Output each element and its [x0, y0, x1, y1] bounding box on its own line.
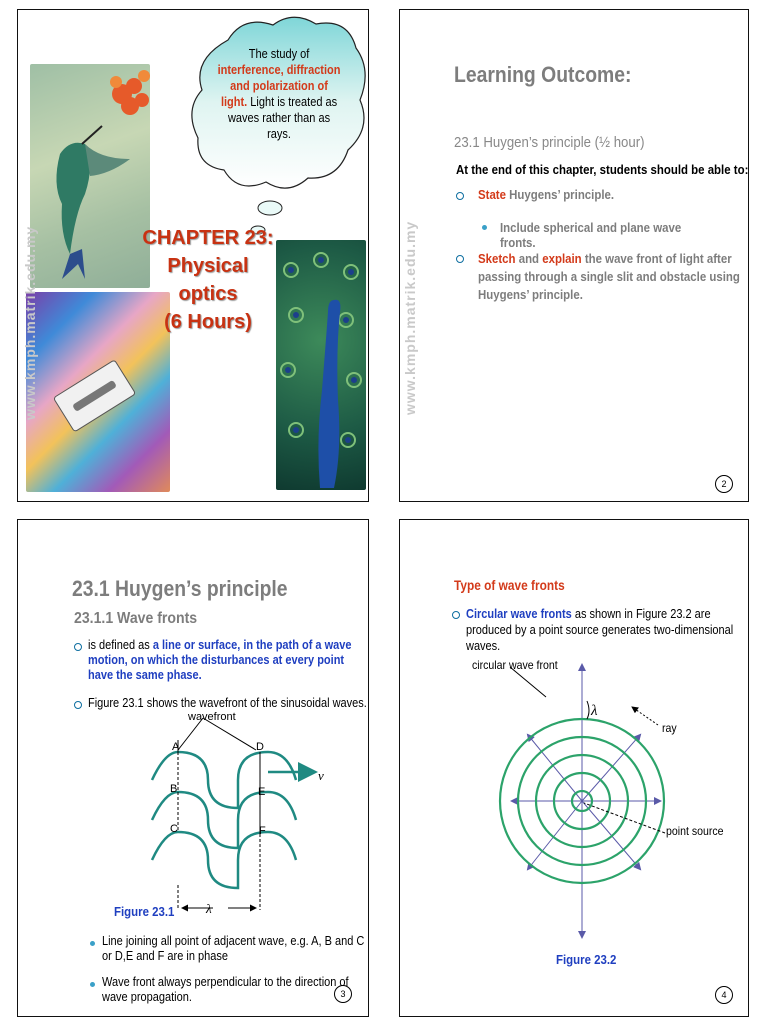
slide-2 — [399, 9, 749, 502]
outcome-state-sub: Include spherical and plane wave fronts. — [500, 220, 682, 250]
slide-3 — [17, 519, 369, 1017]
in-phase-text: Line joining all point of adjacent wave, e.g. A, B and C or D,E and F are in phase — [102, 934, 365, 963]
peacock-image — [276, 240, 366, 490]
svg-text:v: v — [318, 768, 324, 783]
figure-caption: Figure 23.2 — [556, 952, 617, 967]
hummingbird-image — [30, 64, 150, 288]
bullet-dot-icon — [482, 225, 487, 230]
svg-text:B: B — [170, 783, 178, 795]
section-heading: 23.1 Huygen’s principle (½ hour) — [454, 134, 645, 151]
chapter-title-block — [138, 224, 278, 336]
watermark: www.kmph.matrik.edu.my — [22, 225, 38, 420]
label-ray: ray — [662, 721, 677, 735]
cloud-text: The study of interference, diffraction and polarization of light. Light is treated as waves rather than as rays. — [217, 47, 341, 141]
figure-23-2 — [490, 655, 740, 965]
definition-text: is defined as a line or surface, in the path of a wave motion, on which the disturbances at every point have the same phase. — [88, 638, 352, 682]
ray-lines — [512, 665, 660, 937]
page-number: 3 — [334, 985, 352, 1003]
figure-23-1 — [138, 710, 338, 920]
slide-1 — [17, 9, 369, 502]
slide-title: 23.1 Huygen’s principle — [72, 576, 288, 601]
svg-text:A: A — [172, 741, 180, 753]
watermark: www.kmph.matrik.edu.my — [402, 220, 418, 415]
svg-text:E: E — [258, 786, 266, 798]
slide-heading: Type of wave fronts — [454, 578, 565, 593]
bullet-ring-icon — [452, 611, 460, 619]
perpendicular-text: Wave front always perpendicular to the direction of wave propagation. — [102, 975, 349, 1004]
circular-wavefront-text: Circular wave fronts as shown in Figure 23.2 are produced by a point source generates two-dimensional waves. — [466, 607, 734, 653]
outcome-state: State Huygens’ principle. — [478, 187, 615, 202]
bullet-ring-icon — [456, 192, 464, 200]
bullet-dot-icon — [90, 982, 95, 987]
bullet-dot-icon — [90, 941, 95, 946]
page-number: 2 — [715, 475, 733, 493]
bullet-ring-icon — [456, 255, 464, 263]
label-circular-wave-front: circular wave front — [472, 658, 558, 672]
figure-intro-text: Figure 23.1 shows the wavefront of the sinusoidal waves. — [88, 696, 367, 710]
sine-waves — [152, 752, 313, 888]
slide-subtitle: 23.1.1 Wave fronts — [74, 610, 198, 627]
label-point-source: point source — [666, 824, 724, 838]
slide-4 — [399, 519, 749, 1017]
svg-text:λ: λ — [591, 703, 598, 719]
bullet-ring-icon — [74, 643, 82, 651]
svg-text:C: C — [170, 823, 178, 835]
svg-text:D: D — [256, 741, 264, 753]
chapter-subtitle: Physical optics — [167, 255, 249, 305]
svg-text:λ: λ — [206, 901, 212, 916]
outcome-sketch: Sketch and explain the wave front of light after passing through a single slit and obstacle using Huygens’ principle. — [478, 251, 740, 302]
chapter-hours: (6 Hours) — [164, 311, 252, 333]
svg-text:wavefront: wavefront — [188, 711, 236, 723]
chapter-title: CHAPTER 23: — [142, 227, 274, 249]
svg-text:F: F — [259, 825, 266, 837]
bullet-ring-icon — [74, 701, 82, 709]
intro-text: At the end of this chapter, students should be able to: — [456, 162, 749, 177]
figure-caption: Figure 23.1 — [114, 904, 175, 919]
page-number: 4 — [715, 986, 733, 1004]
slide-title: Learning Outcome: — [454, 62, 632, 87]
